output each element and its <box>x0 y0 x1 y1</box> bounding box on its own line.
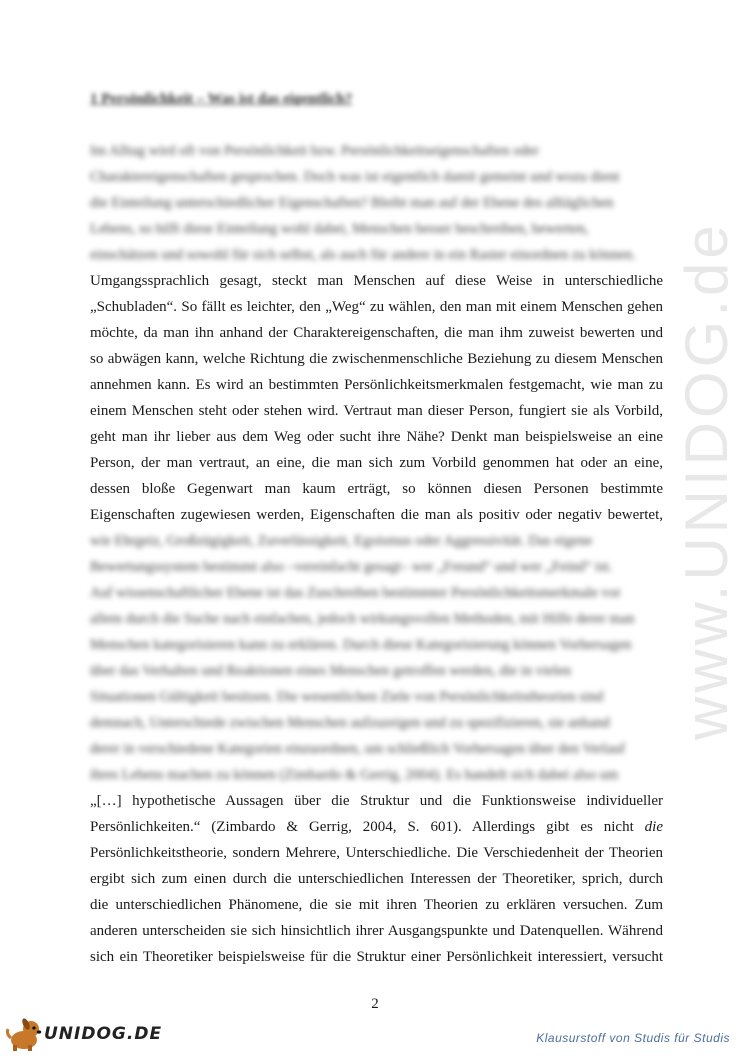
page-number: 2 <box>371 996 379 1012</box>
blurred-line: Bewertungssystem bestimmt also –vereinfacht gesagt– wer „Freund“ und wer „Feind“ ist. <box>90 559 613 575</box>
text-line: sich ein Theoretiker beispielsweise für die Struktur einer Persönlichkeit interessiert, versucht <box>90 949 663 965</box>
blurred-line: ihres Lebens machen zu können (Zimbardo & Gerrig, 2004). Es handelt sich dabei also um <box>90 767 619 783</box>
text-line: geht man ihr lieber aus dem Weg oder sucht ihre Nähe? Denkt man beispielsweise an eine <box>90 429 663 445</box>
text-line: „[…] hypothetische Aussagen über die Struktur und die Funktionsweise individueller <box>90 793 663 809</box>
footer-slogan: Klausurstoff von Studis für Studis <box>536 1031 730 1045</box>
logo-text: UNIDOG.DE <box>44 1024 163 1044</box>
visible-paragraph-1 <box>90 268 663 528</box>
blurred-line: Menschen kategorisieren kann zu erklären. Durch diese Kategorisierung können Vorhersagen <box>90 637 632 653</box>
text-line: dessen bloße Gegenwart man kaum erträgt, so können diesen Personen bestimmte <box>90 481 663 497</box>
emphasized-word: die <box>644 819 663 835</box>
text-line: Umgangssprachlich gesagt, steckt man Menschen auf diese Weise in unterschiedliche <box>90 273 663 289</box>
text-segment: Persönlichkeiten.“ (Zimbardo & Gerrig, 2004, S. 601). Allerdings gibt es nicht <box>90 819 645 835</box>
blurred-paragraph-middle <box>90 528 663 788</box>
blurred-line: Charaktereigenschaften gesprochen. Doch was ist eigentlich damit gemeint und wozu dient <box>90 169 620 185</box>
blurred-line: allem durch die Suche nach einfachen, jedoch wirkungsvollen Methoden, mit Hilfe derer man <box>90 611 635 627</box>
text-line: so abwägen kann, welche Richtung die zwischenmenschliche Beziehung zu diesem Menschen <box>90 351 663 367</box>
text-line: ergibt sich zum einen durch die unterschiedlichen Interessen der Theoretiker, sprich, durch <box>90 871 663 887</box>
blurred-line: die Einteilung unterschiedlicher Eigenschaften? Bleibt man auf der Ebene des alltäglichen <box>90 195 614 211</box>
blurred-line: derer in verschiedene Kategorien einzuordnen, um schließlich Vorhersagen über den Verlauf <box>90 741 626 757</box>
blurred-line: über das Verhalten und Reaktionen eines Menschen getroffen werden, die in vielen <box>90 663 572 679</box>
blurred-line: einschätzen und sowohl für sich selbst, als auch für andere in ein Raster einordnen zu können. <box>90 247 636 263</box>
section-heading: 1 Persönlichkeit – Was ist das eigentlich? <box>90 91 353 107</box>
text-line: Persönlichkeitstheorie, sondern Mehrere, Unterschiedliche. Die Verschiedenheit der Theorien <box>90 845 663 861</box>
text-line: Eigenschaften zugewiesen werden, Eigenschaften die man als positiv oder negativ bewertet, <box>90 507 663 523</box>
text-line: annehmen kann. Es wird an bestimmten Persönlichkeitsmerkmalen festgemacht, wie man zu <box>90 377 663 393</box>
dog-mascot-icon <box>4 1016 44 1052</box>
text-line: Person, der man vertraut, an eine, die man sich zum Vorbild genommen hat oder an eine, <box>90 455 663 471</box>
text-line: einem Menschen steht oder stehen wird. Vertraut man dieser Person, fungiert sie als Vorbild, <box>90 403 663 419</box>
text-line: möchte, da man ihn anhand der Charaktereigenschaften, die man ihm zuweist bewerten und <box>90 325 663 341</box>
text-line: anderen unterscheiden sie sich hinsichtlich ihrer Ausgangspunkte und Datenquellen. Während <box>90 923 663 939</box>
blurred-paragraph-top <box>90 138 663 268</box>
blurred-line: Auf wissenschaftlicher Ebene ist das Zuschreiben bestimmter Persönlichkeitsmerkmale vor <box>90 585 621 601</box>
blurred-line: Im Alltag wird oft von Persönlichkeit bzw. Persönlichkeitseigenschaften oder <box>90 143 539 159</box>
visible-paragraph-2 <box>90 788 663 970</box>
blurred-line: wie Ehrgeiz, Großzügigkeit, Zuverlässigkeit, Egoismus oder Aggressivität. Das eigene <box>90 533 593 549</box>
blurred-line: Situationen Gültigkeit besitzen. Die wesentlichen Ziele von Persönlichkeitstheorien sind <box>90 689 604 705</box>
blurred-line: Lebens, so hilft diese Einteilung wohl dabei, Menschen besser beschreiben, bewerten, <box>90 221 589 237</box>
watermark: www.UNIDOG.de <box>673 221 740 740</box>
text-line: die unterschiedlichen Phänomene, die sie mit ihren Theorien zu erklären versuchen. Zum <box>90 897 663 913</box>
blurred-line: demnach, Unterschiede zwischen Menschen aufzuzeigen und zu spezifizieren, sie anhand <box>90 715 610 731</box>
text-line <box>90 814 663 840</box>
text-line: „Schubladen“. So fällt es leichter, den „Weg“ zu wählen, den man mit einem Menschen gehen <box>90 299 663 315</box>
unidog-logo[interactable] <box>4 1016 164 1050</box>
